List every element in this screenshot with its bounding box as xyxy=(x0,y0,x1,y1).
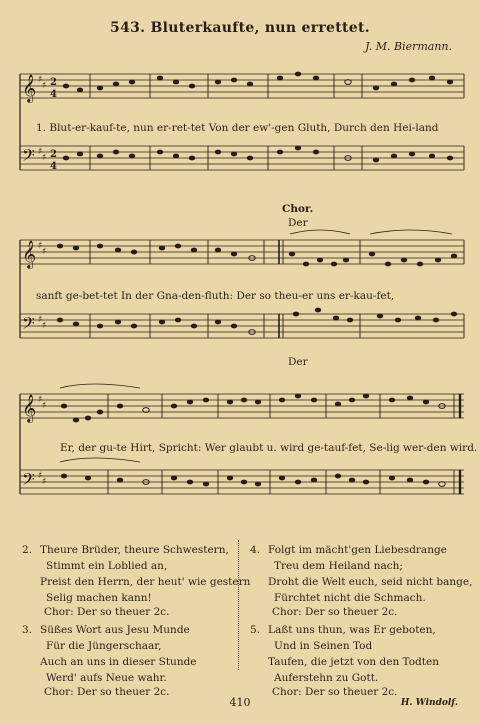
verse-line: Selig machen kann! xyxy=(46,592,152,604)
svg-text:𝄢: 𝄢 xyxy=(22,313,35,337)
svg-text:♯: ♯ xyxy=(42,247,47,257)
svg-text:𝄞: 𝄞 xyxy=(22,394,37,422)
svg-text:2: 2 xyxy=(50,77,57,88)
treble-staff-3 xyxy=(20,394,464,418)
composer-credit: J. M. Biermann. xyxy=(365,40,452,53)
treble-clef-1: 𝄞 xyxy=(22,74,37,102)
svg-text:♯: ♯ xyxy=(38,471,43,481)
svg-text:♯: ♯ xyxy=(38,395,43,405)
noteheads-1 xyxy=(63,72,453,163)
svg-text:♯: ♯ xyxy=(42,477,47,487)
verse-line: Süßes Wort aus Jesu Munde xyxy=(40,624,190,636)
verse-line: Fürchtet nicht die Schmach. xyxy=(274,592,426,604)
verse-4-chorus: Chor: Der so theuer 2c. xyxy=(272,606,398,618)
svg-text:♯: ♯ xyxy=(38,75,43,85)
verse-4 xyxy=(250,542,473,612)
verse-2 xyxy=(22,542,251,612)
svg-text:𝄢: 𝄢 xyxy=(22,469,35,493)
verse-line: Preist den Herrn, der heut' wie gestern xyxy=(40,576,251,588)
verse-5-chorus: Chor: Der so theuer 2c. xyxy=(272,686,398,698)
verse-line: Stimmt ein Loblied an, xyxy=(46,560,168,572)
verse-line: Werd' aufs Neue wahr. xyxy=(46,672,167,684)
verse-line: Folgt im mächt'gen Liebesdrange xyxy=(268,544,447,556)
verse-number: 5. xyxy=(250,624,261,636)
bass-staff-1 xyxy=(20,146,464,170)
verse-line: Laßt uns thun, was Er geboten, xyxy=(268,624,436,636)
bass-clef-1: 𝄢 xyxy=(22,145,35,169)
treble-staff-2 xyxy=(20,240,464,264)
svg-text:2: 2 xyxy=(50,149,57,160)
lyric-line-1: 1. Blut-er-kauf-te, nun er-ret-tet Von der ew'-gen Gluth, Durch den Hei-land xyxy=(36,122,439,134)
svg-text:𝄞: 𝄞 xyxy=(22,240,37,268)
verse-line: Treu dem Heiland nach; xyxy=(274,560,403,572)
verse-line: Auferstehn zu Gott. xyxy=(274,672,379,684)
verse-line: Für die Jüngerschaar, xyxy=(46,640,162,652)
svg-text:♯: ♯ xyxy=(42,321,47,331)
verse-5 xyxy=(250,622,470,692)
svg-text:4: 4 xyxy=(50,161,57,172)
verse-2-chorus: Chor: Der so theuer 2c. xyxy=(44,606,170,618)
svg-text:♯: ♯ xyxy=(38,147,43,157)
verse-line: Auch an uns in dieser Stunde xyxy=(40,656,197,668)
bass-staff-2 xyxy=(20,314,464,338)
column-divider xyxy=(238,540,239,670)
svg-text:♯: ♯ xyxy=(42,81,47,91)
lyric-line-2: sanft ge-bet-tet In der Gna-den-fluth: Der so theu-er uns er-kau-fet, xyxy=(36,290,395,302)
svg-text:♯: ♯ xyxy=(38,315,43,325)
chorus-label: Chor. xyxy=(282,203,314,215)
verse-line: Theure Brüder, theure Schwestern, xyxy=(40,544,229,556)
author-signature: H. Windolf. xyxy=(400,698,458,708)
verse-number: 3. xyxy=(22,624,33,636)
verse-3 xyxy=(22,622,232,692)
treble-staff-1 xyxy=(20,74,464,98)
page-number: 410 xyxy=(229,696,251,709)
verse-line: Taufen, die jetzt von den Todten xyxy=(268,656,439,668)
der-upper-voice: Der xyxy=(288,217,308,229)
verse-line: Droht die Welt euch, seid nicht bange, xyxy=(268,576,473,588)
hymn-title: 543. Bluterkaufte, nun errettet. xyxy=(110,20,370,36)
svg-text:♯: ♯ xyxy=(42,153,47,163)
verse-number: 4. xyxy=(250,544,261,556)
lyric-line-3: Er, der gu-te Hirt, Spricht: Wer glaubt u. wird ge-tauf-fet, Se-lig wer-den wird. xyxy=(60,442,478,454)
verse-3-chorus: Chor: Der so theuer 2c. xyxy=(44,686,170,698)
verse-number: 2. xyxy=(22,544,33,556)
der-lower-voice: Der xyxy=(288,356,308,368)
verse-line: Und in Seinen Tod xyxy=(274,640,373,652)
svg-text:4: 4 xyxy=(50,89,57,100)
svg-text:♯: ♯ xyxy=(42,401,47,411)
svg-text:♯: ♯ xyxy=(38,241,43,251)
